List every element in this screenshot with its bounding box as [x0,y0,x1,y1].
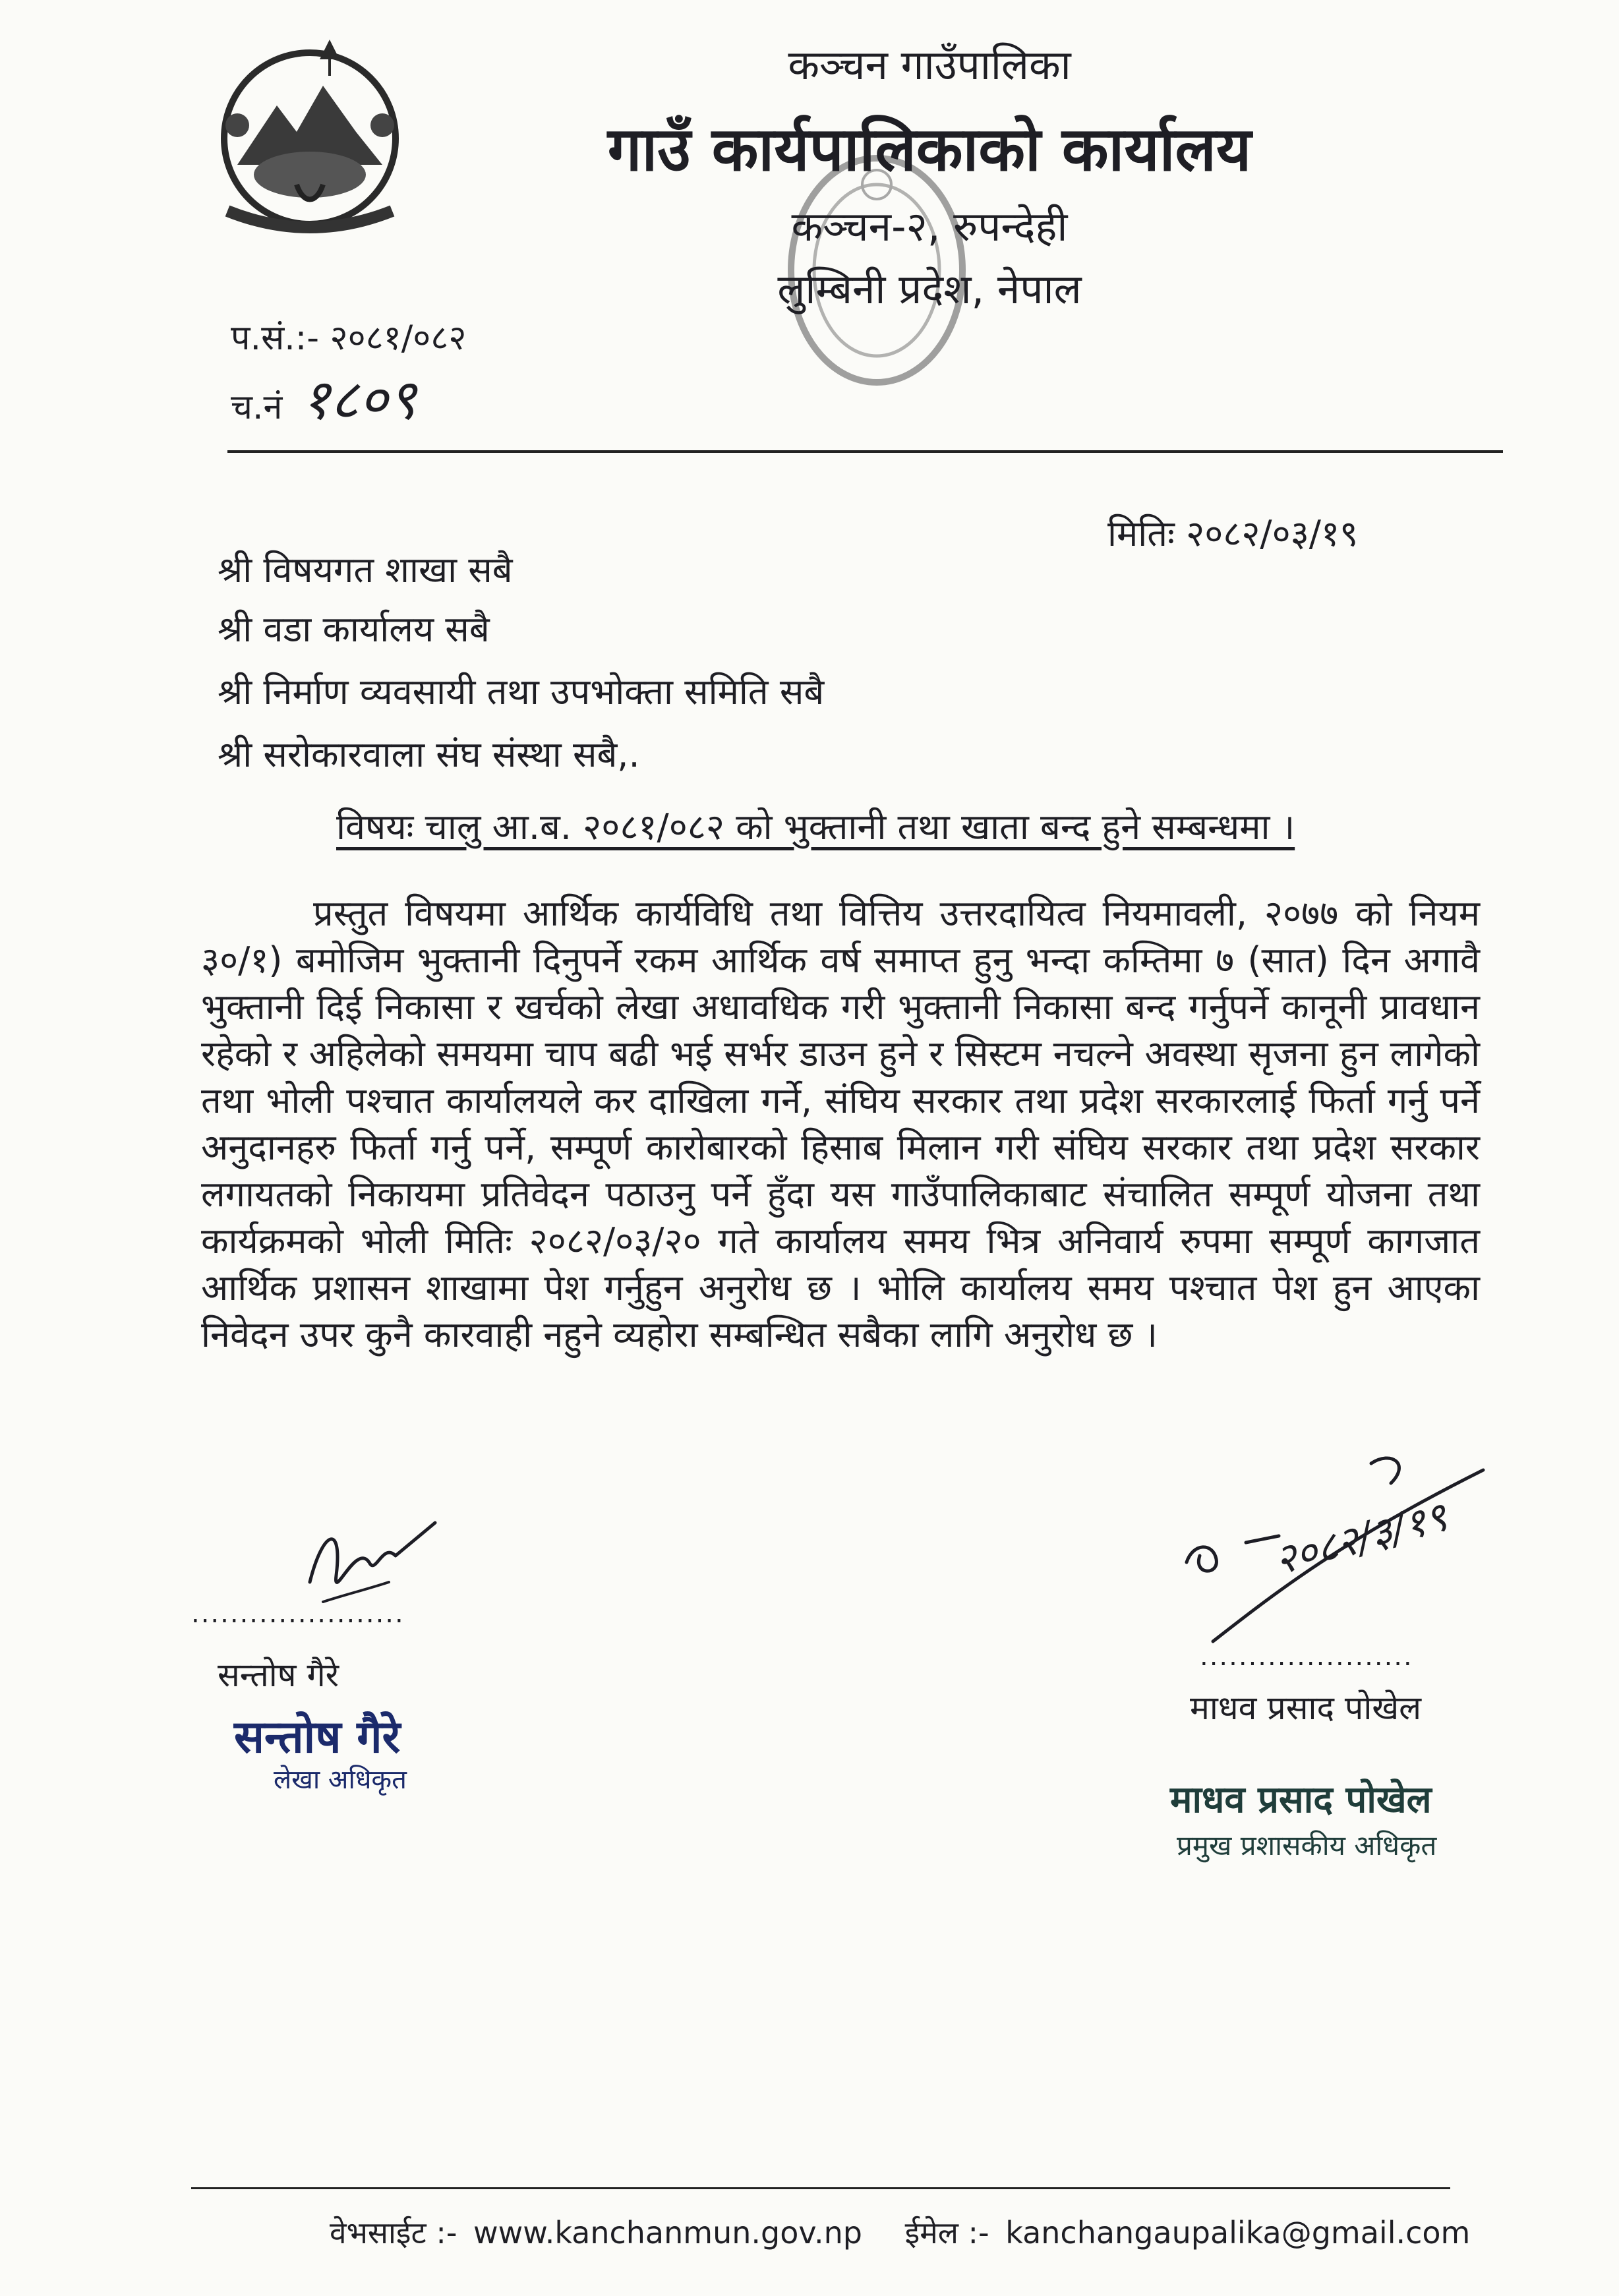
chalani-number-row [231,359,417,435]
addressee-line: श्री विषयगत शाखा सबै [218,549,513,591]
municipality-name: कञ्चन गाउँपालिका [788,41,1071,89]
letter-body: प्रस्तुत विषयमा आर्थिक कार्यविधि तथा वित्तिय उत्तरदायित्व नियमावली, २०७७ को नियम ३०/१) बमोजिम भुक्तानी दिनुपर्ने रकम आर्थिक वर्ष समाप्त हुनु भन्दा कम्तिमा ७ (सात) दिन अगावै भुक्तानी दिई निकासा र खर्चको लेखा अधावधिक गरी भुक्तानी निकासा बन्द गर्नुपर्ने कानूनी प्रावधान रहेको र अहिलेको समयमा चाप बढी भई सर्भर डाउन हुने र सिस्टम नचल्ने अवस्था सृजना हुन लागेको तथा भोली पश्चात कार्यालयले कर दाखिला गर्ने, संघिय सरकार तथा प्रदेश सरकारलाई फिर्ता गर्नु पर्ने अनुदानहरु फिर्ता गर्नु पर्ने, सम्पूर्ण कारोबारको हिसाब मिलान गरी संघिय सरकार तथा प्रदेश सरकार लगायतको निकायमा प्रतिवेदन पठाउनु पर्ने हुँदा यस गाउँपालिकाबाट संचालित सम्पूर्ण योजना तथा कार्यक्रमको भोली मितिः २०८२/०३/२० गते कार्यालय समय भित्र अनिवार्य रुपमा सम्पूर्ण कागजात आर्थिक प्रशासन शाखामा पेश गर्नुहुन अनुरोध छ । भोलि कार्यालय समय पश्चात पेश हुन आएका निवेदन उपर कुनै कारवाही नहुने व्यहोरा सम्बन्धित सबैका लागि अनुरोध छ । [201,893,1480,1355]
handwritten-date: २०८२/३/१९ [1269,1492,1452,1585]
letter-subject: विषयः चालु आ.ब. २०८१/०८२ को भुक्तानी तथा खाता बन्द हुने सम्बन्धमा । [336,806,1295,848]
patra-sankhya: प.सं.:- २०८१/०८२ [231,318,467,358]
right-signature-dots: ...................... [1200,1641,1413,1672]
addressee-line: श्री सरोकारवाला संघ संस्था सबै,. [218,734,640,775]
left-signatory-name: सन्तोष गैरे [218,1656,339,1694]
chalani-number: १८०९ [301,367,417,432]
addressee-line: श्री निर्माण व्यवसायी तथा उपभोक्ता समिति सबै [218,671,825,713]
office-province: लुम्बिनी प्रदेश, नेपाल [777,265,1082,313]
website-link[interactable]: www.kanchanmun.gov.np [473,2215,862,2251]
right-name-stamp: माधव प्रसाद पोखेल [1170,1779,1432,1821]
footer-divider [191,2187,1450,2189]
header-divider [227,450,1503,453]
left-role-stamp: लेखा अधिकृत [274,1765,407,1795]
email-link[interactable]: kanchangaupalika@gmail.com [1005,2215,1471,2251]
left-name-stamp: सन्तोष गैरे [234,1711,401,1763]
right-signatory-name: माधव प्रसाद पोखेल [1190,1689,1422,1727]
letter-date: मितिः २०८२/०३/१९ [1107,513,1359,554]
office-title: गाउँ कार्यपालिकाको कार्यालय [607,114,1252,185]
right-role-stamp: प्रमुख प्रशासकीय अधिकृत [1177,1829,1437,1862]
email-label: ईमेल :- [904,2215,989,2251]
website-label: वेभसाईट :- [330,2215,457,2251]
footer-contact [330,2212,1477,2252]
office-address: कञ्चन-२, रुपन्देही [791,202,1068,250]
addressee-line: श्री वडा कार्यालय सबै [218,608,490,650]
chalani-label: च.नं [231,388,283,427]
left-signature-dots: ...................... [191,1599,405,1629]
